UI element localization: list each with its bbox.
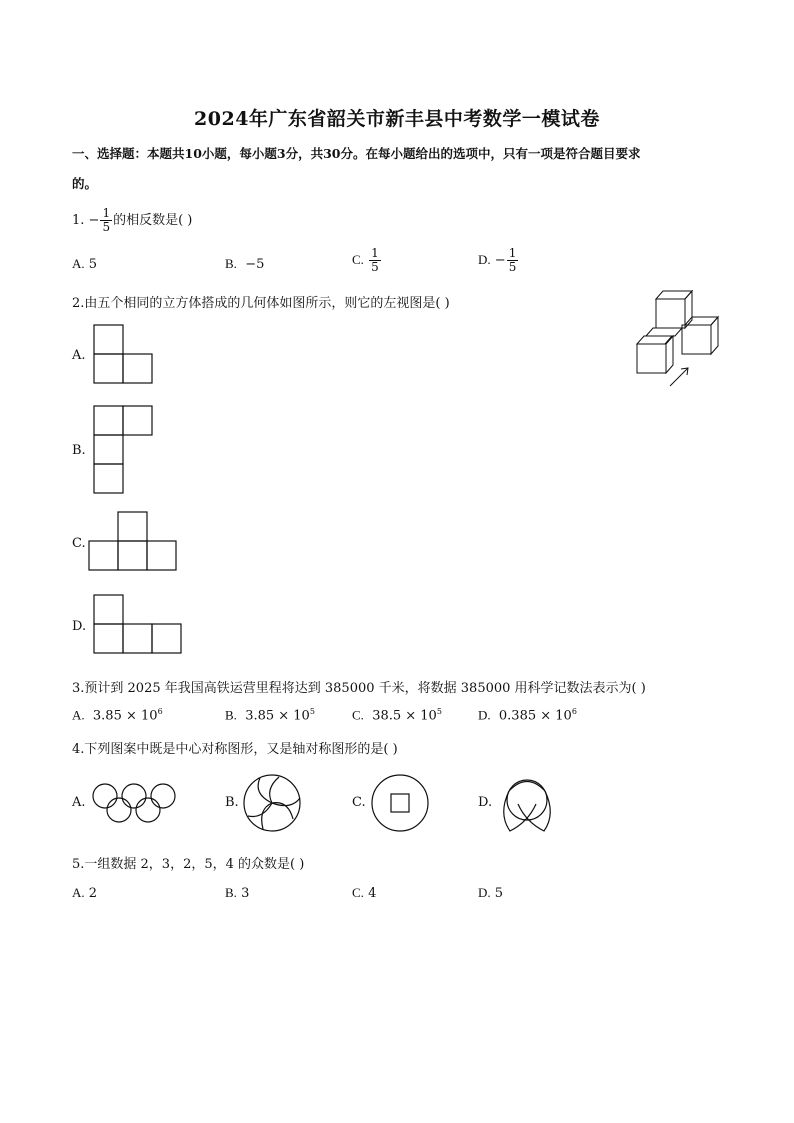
question-stem: 的相反数是( ) [113, 213, 193, 228]
q4-option-b-pinwheel[interactable] [243, 774, 303, 834]
q1-option-d[interactable]: D. − $\frac{1}{5}$ [478, 246, 517, 274]
fraction: $\frac{1}{5}$ [102, 206, 111, 234]
minus-sign: − [88, 213, 100, 228]
q2-option-c-view[interactable] [88, 511, 180, 573]
question-1 [72, 207, 192, 234]
q4-option-a-rings[interactable] [90, 782, 180, 826]
cube-solid-figure [630, 288, 725, 388]
q4-option-a-label[interactable]: A. [72, 795, 86, 810]
q2-option-b-label[interactable]: B. [72, 443, 86, 458]
page-title: 2024年广东省韶关市新丰县中考数学一模试卷 [194, 108, 600, 130]
q3-option-b[interactable]: B. $3.85 \times 10^5$ [225, 707, 315, 724]
q2-option-b-view[interactable] [93, 405, 155, 497]
q4-option-d-label[interactable]: D. [478, 795, 493, 810]
q2-option-a-label[interactable]: A. [72, 348, 86, 363]
section-header [72, 139, 732, 199]
q2-option-c-label[interactable]: C. [72, 536, 86, 551]
question-5-stem: 5.一组数据 2，3，2，5，4 的众数是( ) [72, 857, 305, 872]
q4-option-b-label[interactable]: B. [225, 795, 239, 810]
q3-option-a[interactable]: A. $3.85 \times 10^6$ [72, 707, 163, 724]
q4-option-d-trefoil[interactable] [498, 774, 558, 834]
question-3-stem: 3.预计到 2025 年我国高铁运营里程将达到 385000 千米，将数据 385000 用科学记数法表示为( ) [72, 681, 646, 696]
q5-option-d[interactable]: D. 5 [478, 885, 504, 901]
q4-option-c-coin[interactable] [371, 774, 431, 834]
section-line-1: 一、选择题：本题共10小题，每小题3分，共30分。在每小题给出的选项中，只有一项是符合题目要求 [72, 146, 641, 161]
q5-option-c[interactable]: C. 4 [352, 885, 377, 901]
q4-option-c-label[interactable]: C. [352, 795, 366, 810]
q3-option-d[interactable]: D. $0.385 \times 10^6$ [478, 707, 577, 724]
question-4-stem: 4.下列图案中既是中心对称图形，又是轴对称图形的是( ) [72, 742, 398, 757]
question-2-stem: 2.由五个相同的立方体搭成的几何体如图所示，则它的左视图是( ) [72, 296, 450, 311]
question-number: 1. [72, 213, 85, 228]
q3-option-c[interactable]: C. $38.5 \times 10^5$ [352, 707, 442, 724]
q5-option-a[interactable]: A. 2 [72, 885, 98, 901]
q5-option-b[interactable]: B. 3 [225, 885, 250, 901]
section-line-2: 的。 [72, 176, 98, 191]
q2-option-d-view[interactable] [93, 594, 185, 656]
q1-option-b[interactable]: B. −5 [225, 256, 265, 272]
q1-option-a[interactable]: A. 5 [72, 256, 98, 272]
q2-option-d-label[interactable]: D. [72, 619, 87, 634]
q2-option-a-view[interactable] [93, 324, 155, 386]
q1-option-c[interactable]: C. $\frac{1}{5}$ [352, 246, 379, 274]
